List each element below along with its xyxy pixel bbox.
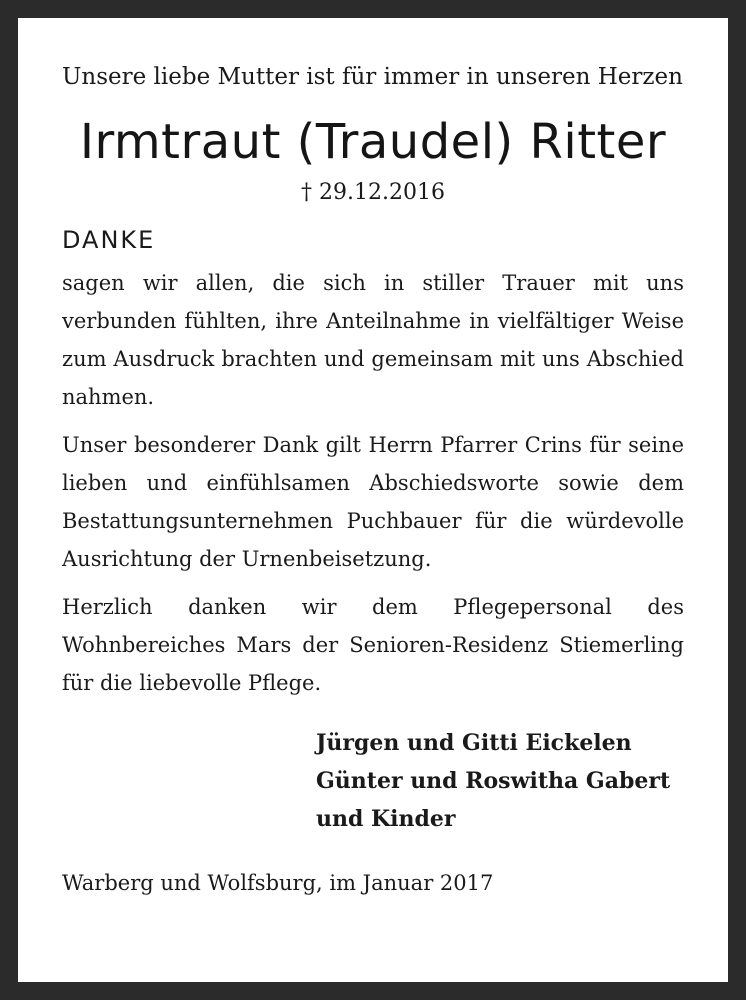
signature-line: und Kinder: [316, 806, 456, 832]
notice-content: [62, 58, 684, 898]
pastor-thanks-paragraph: Unser besonderer Dank gilt Herrn Pfarrer Crins für seine lieben und einfühlsamen Abschiedsworte sowie dem Bestattungsunternehmen Puchbauer für die würdevolle Ausrichtung der Urnenbeisetzung.: [62, 433, 684, 571]
signature-line: Jürgen und Gitti Eickelen: [316, 730, 632, 756]
intro-text: Unsere liebe Mutter ist für immer in unseren Herzen: [62, 64, 683, 90]
thanks-paragraph: sagen wir allen, die sich in stiller Trauer mit uns verbunden fühlten, ihre Anteilnahme in vielfältiger Weise zum Ausdruck brachten und gemeinsam mit uns Abschied nahmen.: [62, 271, 684, 409]
signature-line: Günter und Roswitha Gabert: [316, 768, 671, 794]
deceased-name: Irmtraut (Traudel) Ritter: [79, 114, 667, 170]
signatures: [316, 724, 684, 838]
place-and-date: Warberg und Wolfsburg, im Januar 2017: [62, 871, 494, 895]
death-date: † 29.12.2016: [301, 180, 445, 205]
care-staff-thanks-paragraph: Herzlich danken wir dem Pflegepersonal des Wohnbereiches Mars der Senioren-Residenz Stiemerling für die liebevolle Pflege.: [62, 595, 684, 695]
thanks-heading: DANKE: [62, 226, 156, 254]
